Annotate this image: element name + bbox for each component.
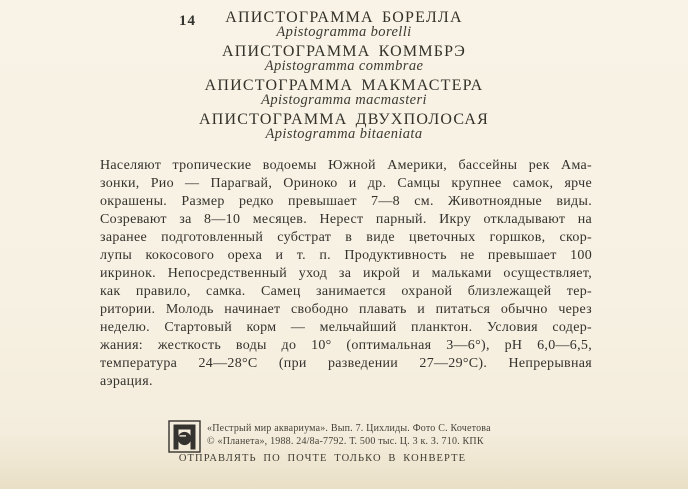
postal-instruction: ОТПРАВЛЯТЬ ПО ПОЧТЕ ТОЛЬКО В КОНВЕРТЕ: [178, 453, 467, 464]
page-number: 14: [179, 13, 196, 29]
body-line: икринок. Непосредственный уход за икрой и мальками осуществляет,: [100, 266, 592, 281]
body-line: Населяют тропические водоемы Южной Америки, бассейны рек Ама-: [100, 158, 592, 173]
body-line: как правило, самка. Самец занимается охраной близлежащей тер-: [100, 284, 592, 299]
imprint-block: [207, 423, 507, 448]
species-name-ru: АПИСТОГРАММА МАКМАСТЕРА: [204, 77, 484, 94]
species-name-ru: АПИСТОГРАММА БОРЕЛЛА: [225, 9, 463, 26]
body-line: неделю. Стартовый корм — мельчайший планктон. Условия содер-: [100, 320, 592, 335]
species-name-latin: Apistogramma commbrae: [264, 58, 424, 74]
imprint-line-2: © «Планета», 1988. 24/8а-7792. Т. 500 тыс. Ц. 3 к. З. 710. КПК: [207, 435, 484, 447]
description-paragraph: [100, 157, 592, 391]
body-line: жания: жесткость воды до 10° (оптимальная 3—6°), pH 6,0—6,5,: [100, 338, 592, 353]
body-line: Созревают за 8—10 месяцев. Нерест парный. Икру откладывают на: [100, 212, 592, 227]
species-name-ru: АПИСТОГРАММА ДВУХПОЛОСАЯ: [198, 111, 490, 128]
body-line: лупы кокосового ореха и т. п. Продуктивность не превышает 100: [100, 248, 592, 263]
body-line: заранее подготовленный субстрат в виде цветочных горшков, скор-: [100, 230, 592, 245]
species-entry: [0, 78, 688, 108]
species-name-latin: Apistogramma macmasteri: [261, 92, 427, 108]
planeta-publisher-logo-icon: [168, 420, 201, 453]
body-line: окрашены. Размер редко превышает 7—8 см. Животноядные виды.: [100, 194, 592, 209]
species-name-ru: АПИСТОГРАММА КОММБРЭ: [221, 43, 467, 60]
species-headings: [0, 10, 688, 146]
species-entry: [0, 44, 688, 74]
body-line: ритории. Молодь начинает свободно плавать и питаться обычно через: [100, 302, 592, 317]
species-name-latin: Apistogramma borelli: [276, 24, 412, 40]
species-name-latin: Apistogramma bitaeniata: [265, 126, 423, 142]
species-entry: [0, 10, 688, 40]
body-line: зонки, Рио — Парагвай, Ориноко и др. Самцы крупнее самок, ярче: [100, 176, 592, 191]
species-entry: [0, 112, 688, 142]
imprint-line-1: «Пестрый мир аквариума». Вып. 7. Цихлиды. Фото С. Кочетова: [207, 423, 491, 434]
body-line: температура 24—28°С (при разведении 27—29°С). Непрерывная: [100, 356, 592, 371]
body-line: аэрация.: [100, 374, 153, 389]
